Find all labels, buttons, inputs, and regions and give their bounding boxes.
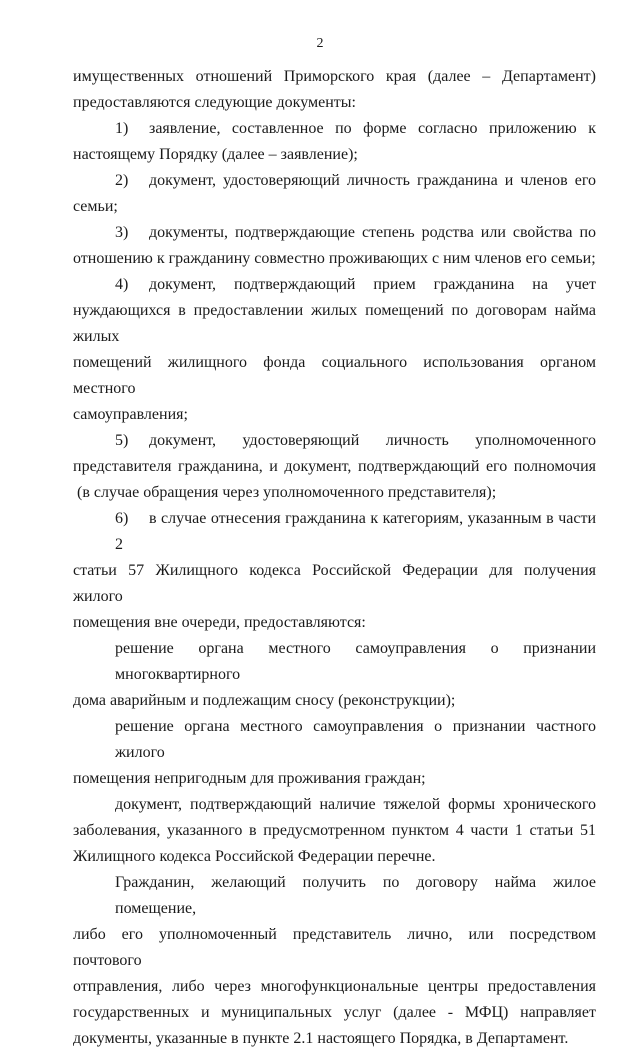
item-number: 6) [115,510,129,527]
text-line: имущественных отношений Приморского края (далее – Департамент) [73,68,596,85]
text-line [73,168,596,194]
text-line: дома аварийным и подлежащим сносу (реконструкции); [73,692,456,709]
item-number: 5) [115,432,129,449]
text-line: (в случае обращения через уполномоченного представителя); [77,484,497,501]
item-number: 3) [115,224,129,241]
text-line: Гражданин, желающий получить по договору найма жилое помещение, [115,874,596,917]
text-line [73,272,596,298]
page-number: 2 [316,36,324,51]
text-line [73,428,596,454]
text-line: заболевания, указанного в предусмотренном пунктом 4 части 1 статьи 51 [73,822,596,839]
text-line: помещения непригодным для проживания граждан; [73,770,426,787]
text-line: либо его уполномоченный представитель лично, или посредством почтового [73,926,596,969]
text-line: решение органа местного самоуправления о признании частного жилого [115,718,596,761]
list-item-4 [73,272,596,428]
text-line: помещения вне очереди, предоставляются: [73,614,366,631]
paragraph-intro [73,64,596,116]
text-line: Жилищного кодекса Российской Федерации перечне. [73,848,436,865]
text-line: документ, подтверждающий наличие тяжелой формы хронического [115,796,596,813]
item-text: заявление, составленное по форме согласно приложению к [149,120,596,137]
text-line [73,506,596,558]
item-number: 2) [115,172,129,189]
sub-paragraph-2 [73,714,596,792]
text-line: нуждающихся в предоставлении жилых помещений по договорам найма жилых [73,302,596,345]
text-line: отправления, либо через многофункциональные центры предоставления [73,978,596,995]
text-line: государственных и муниципальных услуг (далее - МФЦ) направляет [73,1004,596,1021]
sub-paragraph-3 [73,792,596,870]
list-item-1 [73,116,596,168]
text-line: предоставляются следующие документы: [73,94,356,111]
text-line: документы, указанные в пункте 2.1 настоящего Порядка, в Департамент. [73,1030,569,1047]
item-text: документ, удостоверяющий личность уполномоченного [149,432,596,449]
item-text: в случае отнесения гражданина к категориям, указанным в части 2 [115,510,596,553]
item-text: документы, подтверждающие степень родства или свойства по [149,224,596,241]
text-line: отношению к гражданину совместно проживающих с ним членов его семьи; [73,250,596,267]
item-text: документ, подтверждающий прием гражданина на учет [149,276,596,293]
text-line: самоуправления; [73,406,188,423]
text-line [73,116,596,142]
text-line: решение органа местного самоуправления о признании многоквартирного [115,640,596,683]
list-item-5 [73,428,596,506]
item-number: 1) [115,120,129,137]
list-item-2 [73,168,596,220]
text-line: представителя гражданина, и документ, подтверждающий его полномочия [73,458,596,475]
list-item-6 [73,506,596,636]
text-line: настоящему Порядку (далее – заявление); [73,146,358,163]
item-text: документ, удостоверяющий личность гражданина и членов его [149,172,596,189]
paragraph-final [73,870,596,1052]
text-line: семьи; [73,198,118,215]
sub-paragraph-1 [73,636,596,714]
text-line: статьи 57 Жилищного кодекса Российской Федерации для получения жилого [73,562,596,605]
list-item-3 [73,220,596,272]
item-number: 4) [115,276,129,293]
text-line: помещений жилищного фонда социального использования органом местного [73,354,596,397]
text-line [73,220,596,246]
document-body [73,64,596,1052]
